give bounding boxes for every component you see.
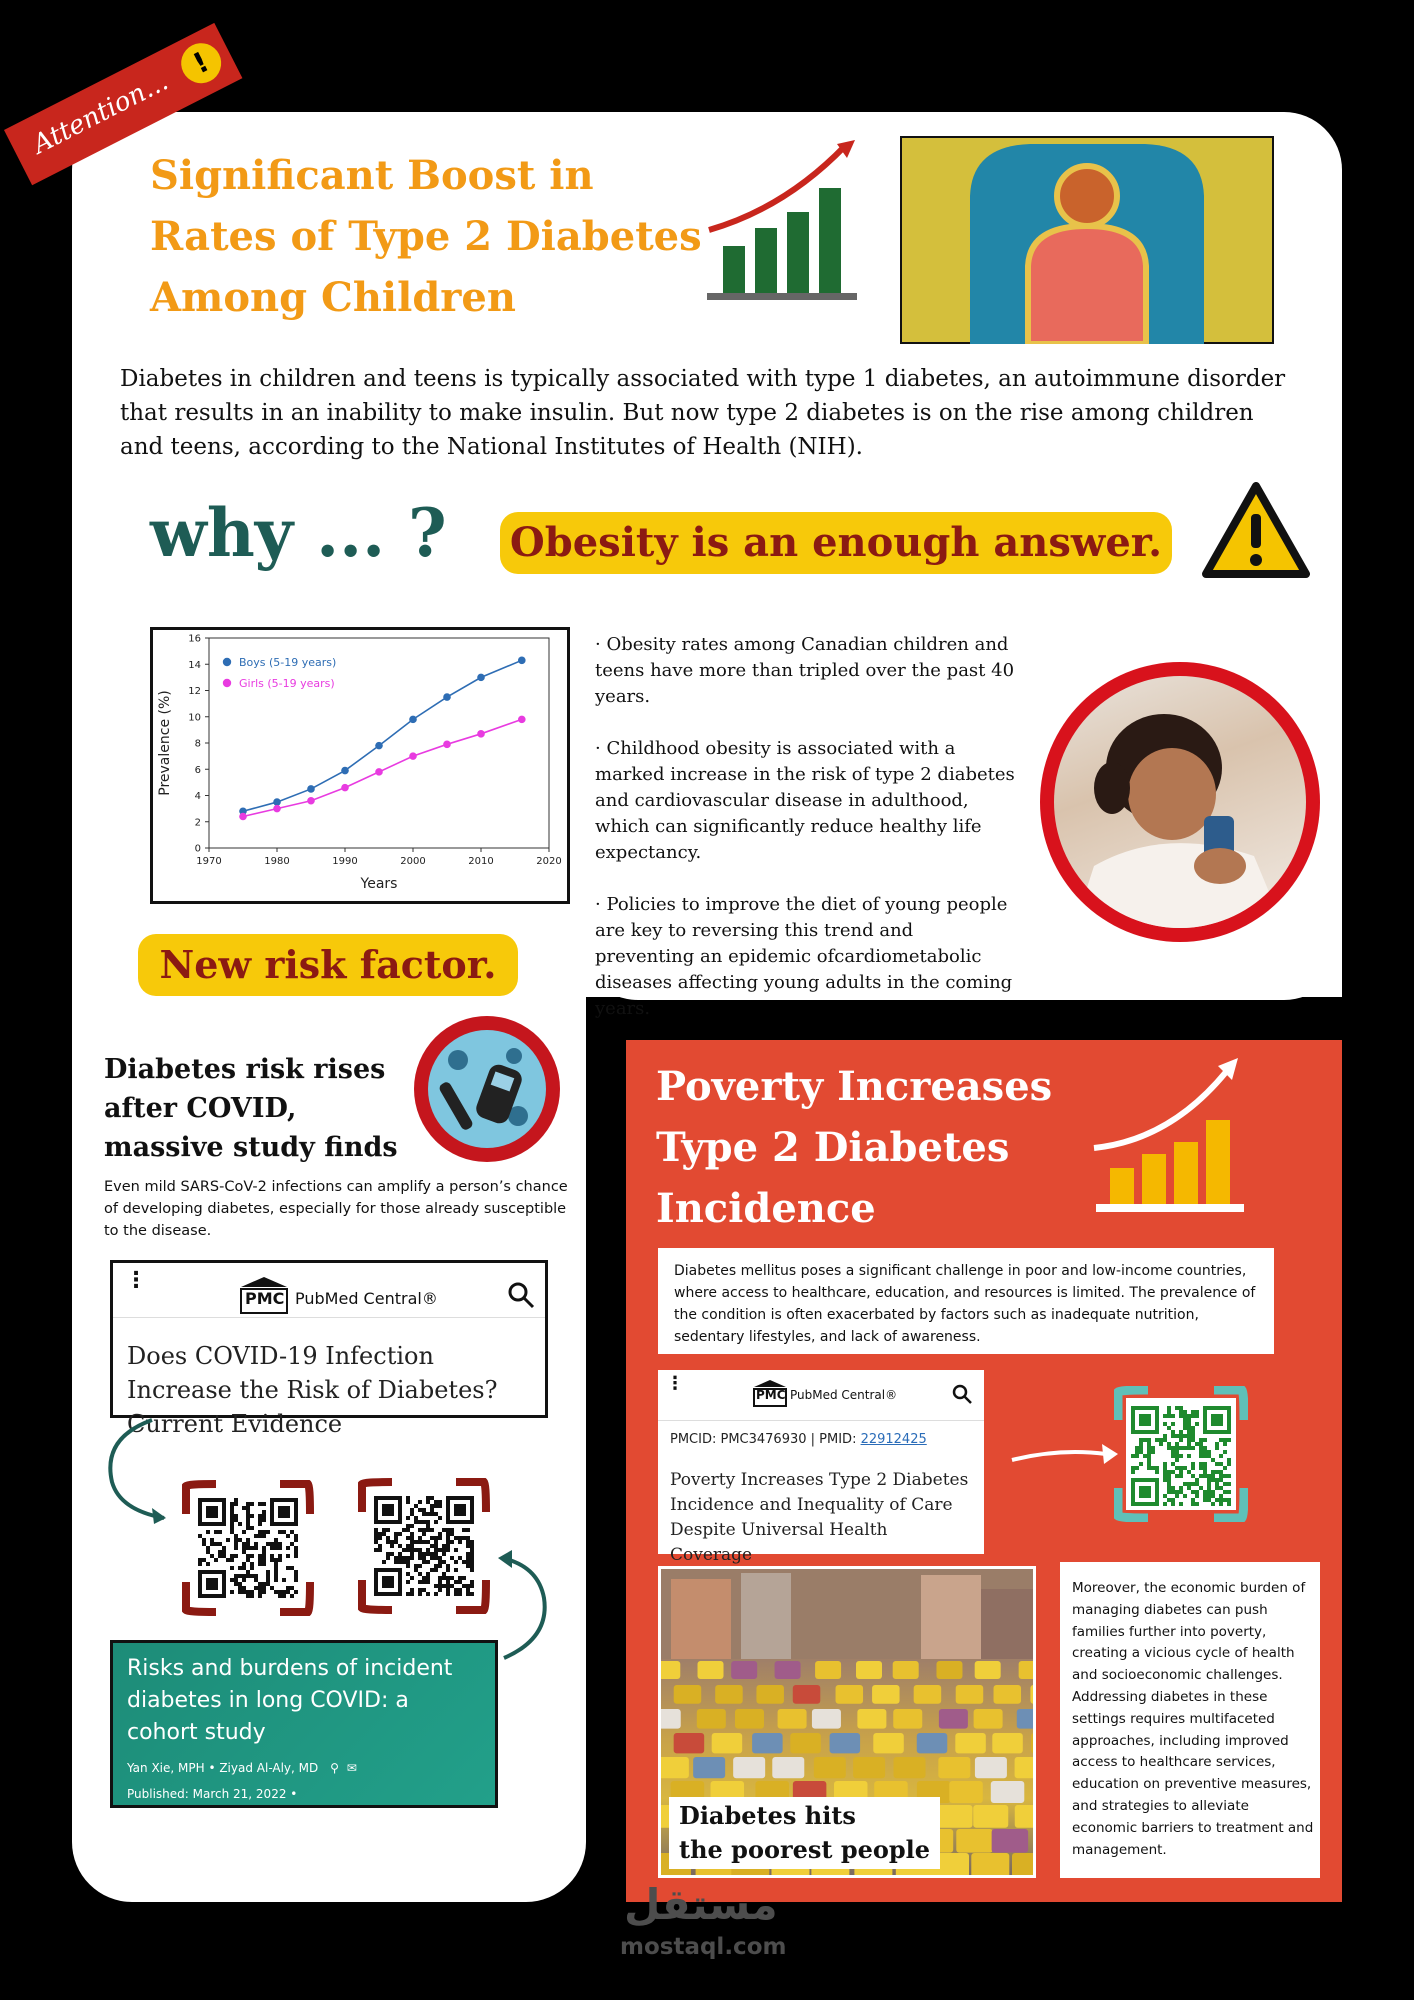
prevalence-chart [150, 627, 570, 904]
glucometer-icon [428, 1030, 546, 1148]
qr-code-icon [1114, 1386, 1248, 1522]
y-axis-label: Prevalence (%) [157, 690, 173, 796]
covid-heading-line: Diabetes risk rises [104, 1054, 386, 1085]
legend-marker [223, 679, 231, 687]
photo-caption [669, 1797, 940, 1869]
page-title [150, 145, 710, 328]
data-point [518, 657, 526, 665]
y-tick-label: 16 [188, 633, 201, 645]
data-point [375, 768, 383, 776]
girl-glucose-photo [1040, 662, 1320, 942]
search-icon[interactable] [507, 1281, 535, 1309]
growth-chart-icon [1090, 1056, 1250, 1216]
author-names: Yan Xie, MPH • Ziyad Al-Aly, MD [127, 1761, 319, 1775]
qr-code-lancet[interactable] [358, 1478, 490, 1614]
bullet-item: · Obesity rates among Canadian children and teens have more than tripled over the past 40 years. [595, 634, 1015, 707]
lancet-article-title[interactable]: Risks and burdens of incident diabetes in long COVID: a cohort study [127, 1656, 453, 1745]
data-point [273, 805, 281, 813]
mail-icon: ✉ [346, 1761, 357, 1775]
pmc-article-card-2[interactable] [658, 1370, 984, 1565]
published-date: Published: March 21, 2022 • [127, 1787, 298, 1801]
street-traffic-photo [658, 1566, 1036, 1878]
y-tick-label: 14 [188, 659, 201, 671]
poverty-heading-line: Incidence [656, 1185, 876, 1232]
covid-description: Even mild SARS-CoV-2 infections can amplify a person’s chance of developing diabetes, especially for those already susceptible to the disease. [104, 1179, 568, 1239]
divider [113, 1317, 545, 1318]
data-point [477, 674, 485, 682]
watermark-arabic: مستقل [624, 1880, 778, 1929]
y-tick-label: 2 [194, 817, 201, 829]
economic-burden-box [1060, 1562, 1320, 1878]
new-risk-factor-pill: New risk factor. [138, 934, 518, 996]
data-point [443, 693, 451, 701]
obesity-facts [595, 632, 1015, 1048]
x-tick-label: 2000 [400, 856, 426, 867]
y-tick-label: 10 [188, 712, 201, 724]
data-point [307, 785, 315, 793]
warning-icon [1202, 482, 1310, 578]
poverty-panel [626, 1040, 1342, 1902]
curved-arrow-icon [494, 1548, 554, 1668]
growth-chart-icon [705, 138, 865, 302]
bullet-item: · Policies to improve the diet of young people are key to reversing this trend and preventing an epidemic ofcardiometabolic diseases affecting young adults in the coming years. [595, 894, 1013, 1019]
title-line: Rates of Type 2 Diabetes [150, 213, 702, 260]
covid-heading [104, 1050, 434, 1167]
pmc-article-title[interactable]: Poverty Increases Type 2 Diabetes Incidence and Inequality of Care Despite Universal Health Coverage [670, 1470, 969, 1565]
data-point [307, 797, 315, 805]
pmc-logo-short: PMC [756, 1388, 786, 1402]
pmc-header [113, 1263, 545, 1313]
pmcid-text: PMCID: PMC3476930 | PMID: [670, 1432, 861, 1447]
why-heading: why ... ? [150, 494, 447, 572]
data-point [477, 730, 485, 738]
attention-label: Attention... [28, 66, 174, 161]
data-point [518, 716, 526, 724]
pmid-link[interactable]: 22912425 [860, 1432, 927, 1447]
qr-code-covid-pmc[interactable] [182, 1480, 314, 1616]
legend-label: Boys (5-19 years) [239, 656, 337, 669]
data-point [273, 798, 281, 806]
caption-line: Diabetes hits [679, 1801, 856, 1830]
pmc-article-card[interactable] [110, 1260, 548, 1438]
covid-heading-line: massive study finds [104, 1132, 398, 1163]
data-point [409, 752, 417, 760]
article-ids [670, 1432, 927, 1447]
data-point [375, 742, 383, 750]
obesity-answer-pill: Obesity is an enough answer. [500, 512, 1172, 574]
virus-glucometer-icon [414, 1016, 560, 1162]
data-point [443, 741, 451, 749]
title-line: Significant Boost in [150, 152, 594, 199]
x-axis-label: Years [360, 876, 398, 892]
lancet-article-card[interactable] [110, 1640, 498, 1808]
watermark-url: mostaql.com [620, 1934, 787, 1960]
legend-marker [223, 658, 231, 666]
lancet-authors [127, 1761, 357, 1775]
data-point [341, 767, 349, 775]
divider [658, 1420, 984, 1421]
y-tick-label: 4 [194, 791, 201, 802]
x-tick-label: 1970 [196, 856, 222, 867]
bullet-item: · Childhood obesity is associated with a marked increase in the risk of type 2 diabetes and cardiovascular disease in adulthood, which can significantly reduce healthy life expectancy. [595, 738, 1015, 863]
qr-code-icon [358, 1478, 490, 1614]
prevalence-chart-svg [153, 630, 567, 901]
pmc-logo-text: PubMed Central® [295, 1289, 438, 1308]
legend-label: Girls (5-19 years) [239, 677, 335, 690]
poverty-heading [656, 1056, 1076, 1239]
girl-figure [1054, 676, 1306, 928]
poverty-heading-line: Poverty Increases [656, 1063, 1053, 1110]
menu-icon[interactable]: ⋮ [125, 1268, 147, 1293]
qr-code-poverty[interactable] [1114, 1386, 1248, 1522]
covid-heading-line: after COVID, [104, 1093, 297, 1124]
arrow-right-icon [1010, 1440, 1120, 1470]
poverty-summary: Diabetes mellitus poses a significant challenge in poor and low-income countries, where access to healthcare, education, and resources is limited. The prevalence of the condition is often exacerbated by factors such as inadequate nutrition, sedentary lifestyles, and lack of awareness. [674, 1263, 1256, 1345]
y-tick-label: 12 [188, 686, 201, 697]
data-point [341, 784, 349, 792]
poverty-heading-line: Type 2 Diabetes [656, 1124, 1010, 1171]
x-tick-label: 2010 [468, 856, 494, 867]
y-tick-label: 6 [194, 764, 201, 776]
pmc-logo-short: PMC [245, 1289, 285, 1308]
economic-burden-text: Moreover, the economic burden of managing diabetes can push families further into poverty, creating a vicious cycle of health and socioeconomic challenges. Addressing diabetes in these settings requires multifaceted approaches, including improved access to healthcare services, education on preventive measures, and strategies to alleviate economic barriers to treatment and management. [1072, 1580, 1314, 1858]
y-tick-label: 0 [194, 843, 201, 855]
search-icon[interactable] [952, 1384, 972, 1404]
caption-line: the poorest people [679, 1835, 931, 1864]
qr-code-icon [182, 1480, 314, 1616]
x-tick-label: 2020 [536, 856, 562, 867]
pmc-article-title[interactable]: Does COVID-19 Infection Increase the Risk of Diabetes? Current Evidence [127, 1342, 498, 1438]
y-tick-label: 8 [194, 738, 201, 750]
x-tick-label: 1980 [264, 856, 290, 867]
curved-arrow-icon [100, 1418, 180, 1528]
data-point [409, 716, 417, 724]
icon-inner [428, 1030, 546, 1148]
poverty-summary-box [658, 1248, 1274, 1354]
intro-paragraph: Diabetes in children and teens is typically associated with type 1 diabetes, an autoimmune disorder that results in an inability to make insulin. But now type 2 diabetes is on the rise among children and teens, according to the National Institutes of Health (NIH). [120, 366, 1286, 460]
x-tick-label: 1990 [332, 856, 358, 867]
menu-icon[interactable]: ⋮ [666, 1373, 684, 1394]
data-point [239, 813, 247, 821]
pmc-logo-text: PubMed Central® [790, 1388, 898, 1402]
person-icon: ⚲ [330, 1761, 339, 1775]
obesity-illustration [900, 136, 1274, 344]
exclamation-icon: ! [174, 36, 228, 90]
title-line: Among Children [150, 274, 516, 321]
photo-inner [1054, 676, 1306, 928]
